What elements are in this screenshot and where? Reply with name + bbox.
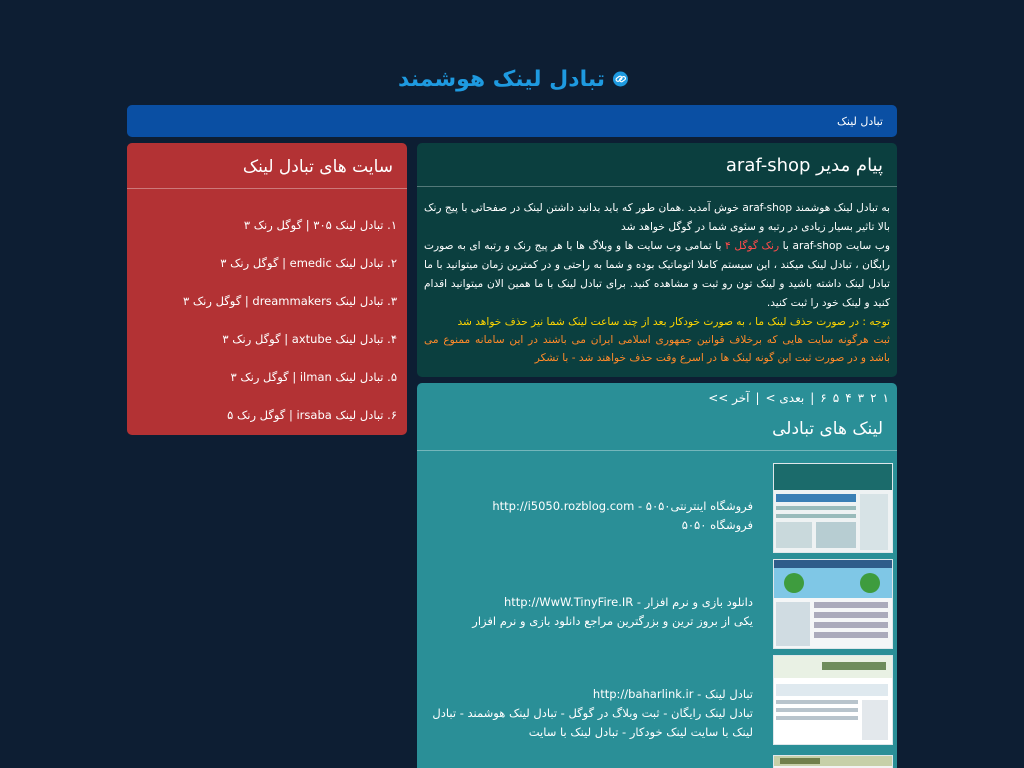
link-description: تبادل لینک رایگان - ثبت وبلاگ در گوگل - تبادل لینک هوشمند - تبادل لینک با سایت لینک خودکار - تبادل لینک با سایت [432,706,753,739]
next-page-link[interactable]: بعدی > [765,391,805,405]
thumbnail-image [773,464,892,553]
sidebar-item[interactable]: ۳. تبادل لینک dreammakers | گوگل رنک ۳ [183,294,397,308]
last-page-link[interactable]: آخر >> [708,391,750,405]
message-paragraph-2 [424,237,890,313]
google-rank-highlight: رنک گوگل ۴ [725,240,780,252]
site-thumbnail[interactable] [773,655,893,745]
link-description: یکی از بروز ترین و بزرگترین مراجع دانلود بازی و نرم افزار [472,614,753,628]
exchange-sites-sidebar [127,143,407,435]
nav-item-link-exchange[interactable]: تبادل لینک [837,114,883,128]
link-site-name: دانلود بازی و نرم افزار [644,595,753,609]
exchanged-links-panel [417,383,897,768]
sidebar-list [127,189,407,435]
sidebar-item[interactable]: ۴. تبادل لینک axtube | گوگل رنک ۳ [222,332,397,346]
admin-message-panel [417,143,897,377]
link-title-row[interactable]: دانلود بازی و نرم افزار - http://WwW.TinyFire.IR [504,595,753,609]
pager-separator: | [755,391,760,405]
page-link[interactable]: ۳ [857,391,865,405]
removal-warning: توجه : در صورت حذف لینک ما ، به صورت خودکار بعد از چند ساعت لینک شما نیز حذف خواهد شد [457,316,890,328]
thumbnail-image [773,656,892,745]
site-thumbnail[interactable] [773,755,893,768]
message-text: با تمامی وب سایت ها و وبلاگ ها با هر پیج رنک و رتبه ای به صورت رایگان ، تبادل لینک میکند ، این سیستم کاملا اتوماتیک بوده و شما به راحتی و در کمترین زمان میتوانید با ما تبادل لینک داشته باشید و لینک تون رو ثبت و مشاهده کنید. برای تبادل لینک با ما همین الان میتوانید اقدام کنید و لینک خود را ثبت کنید. [424,240,890,309]
link-title-row[interactable]: تبادل لینک - http://baharlink.ir [592,687,753,701]
chain-link-icon [611,58,630,100]
page-link[interactable]: ۱ [882,391,889,405]
link-item[interactable] [421,655,893,747]
rules-warning: ثبت هرگونه سایت هایی که برخلاف قوانین جمهوری اسلامی ایران می باشند در این سامانه ممنوع می باشد و در صورت ثبت این گونه لینک ها در اسرع وقت حذف خواهند شد - با تشکر [424,334,890,364]
logo-text: تبادل لینک هوشمند [398,66,606,92]
sidebar-title: سایت های تبادل لینک [127,143,407,189]
admin-message-title: پیام مدیر araf-shop [417,143,897,187]
main-nav [127,105,897,137]
thumbnail-image [773,560,892,649]
sidebar-item[interactable]: ۶. تبادل لینک irsaba | گوگل رنک ۵ [227,408,397,422]
sidebar-item[interactable]: ۲. تبادل لینک emedic | گوگل رنک ۳ [220,256,397,270]
link-url[interactable]: http://i5050.rozblog.com [492,499,635,513]
page-link[interactable]: ۴ [845,391,852,405]
sidebar-item[interactable]: ۵. تبادل لینک ilman | گوگل رنک ۳ [230,370,397,384]
site-thumbnail[interactable] [773,559,893,649]
links-title: لینک های تبادلی [417,411,897,451]
pager-separator: | [810,391,815,405]
page-link[interactable]: ۵ [832,391,840,405]
link-description: فروشگاه ۵۰۵۰ [681,518,753,532]
link-site-name: فروشگاه اینترنتی۵۰۵۰ [645,499,753,513]
link-item[interactable] [421,463,893,555]
sidebar-item[interactable]: ۱. تبادل لینک ۳۰۵ | گوگل رنک ۳ [243,218,397,232]
link-description-block [423,497,753,535]
link-url[interactable]: http://WwW.TinyFire.IR [504,595,634,609]
link-url[interactable]: http://baharlink.ir [592,687,694,701]
site-logo[interactable] [398,58,630,100]
message-text: وب سایت araf-shop با [779,240,890,252]
page-link[interactable]: ۲ [870,391,877,405]
link-item[interactable] [421,755,893,768]
link-description-block [423,685,753,742]
link-site-name: تبادل لینک [704,687,753,701]
message-paragraph-1: به تبادل لینک هوشمند araf-shop خوش آمدید .همان طور که باید بدانید داشتن لینک در صفحاتی با پیج رنک بالا تاثیر بسیار زیادی در رتبه و سئوی شما در گوگل خواهد شد [424,202,890,233]
link-description-block [423,593,753,631]
admin-message-body [417,187,897,313]
thumbnail-image [773,756,892,768]
page-link[interactable]: ۶ [820,391,827,405]
site-thumbnail[interactable] [773,463,893,553]
link-item[interactable] [421,559,893,651]
link-title-row[interactable]: فروشگاه اینترنتی۵۰۵۰ - http://i5050.rozblog.com [492,499,753,513]
pagination [417,383,897,411]
